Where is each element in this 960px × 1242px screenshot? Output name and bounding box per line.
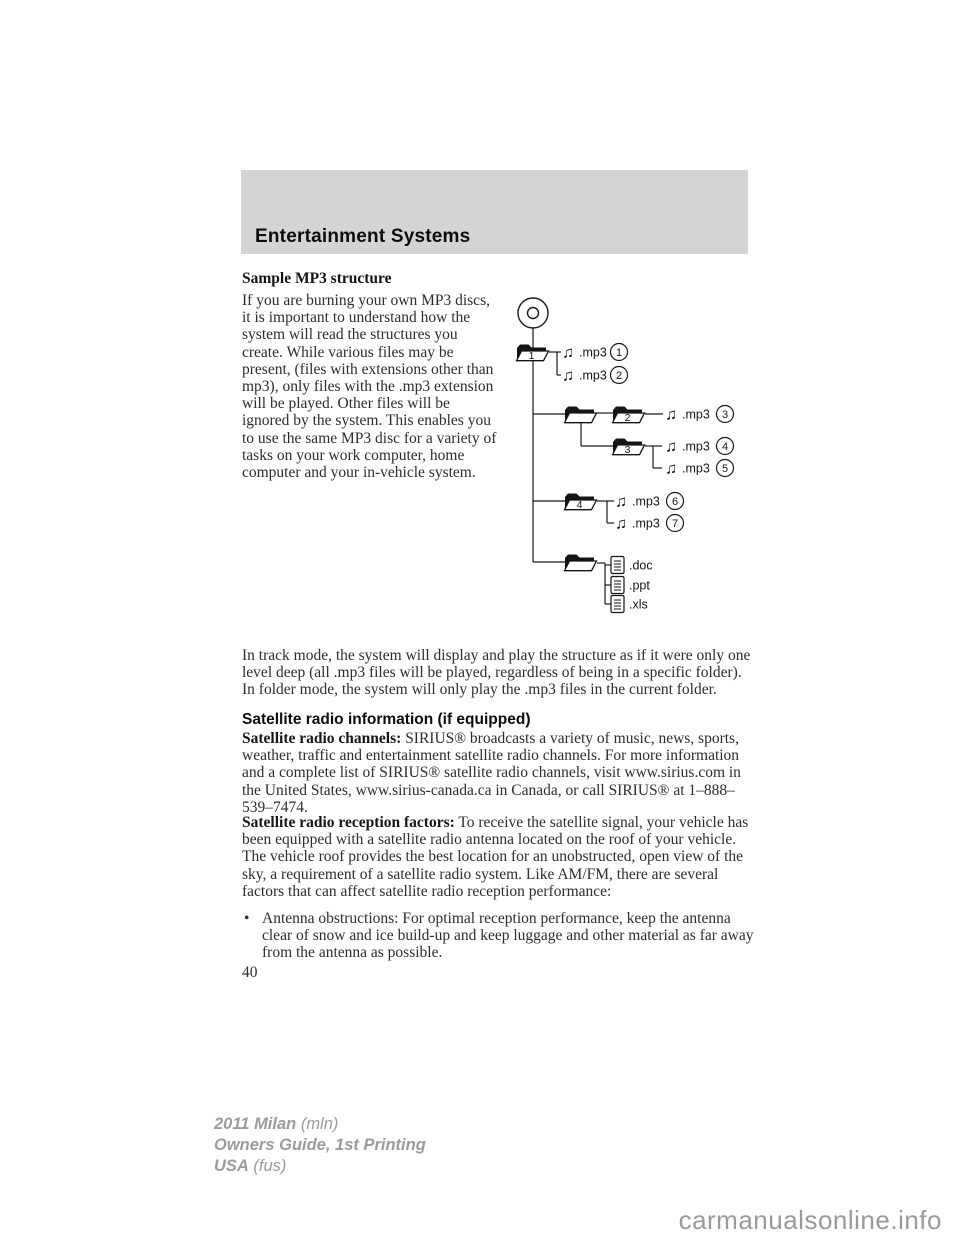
watermark: carmanualsonline.info [678,1205,942,1235]
folder-icon-2 [613,407,645,424]
folder-label: 4 [576,498,583,511]
music-note-icon: ♫ [615,515,627,533]
document-icon [611,577,624,594]
section-header-bar [241,170,748,254]
mp3-file-label: .mp3 [579,345,607,360]
mp3-file-label: .mp3 [682,407,710,422]
bullet-marker: • [244,910,250,927]
track-number-badge: 3 [721,408,729,421]
track-number-badge: 7 [671,517,679,530]
mp3-file-row-5 [665,460,734,478]
page-number: 40 [242,964,258,981]
track-number-badge: 4 [721,440,729,453]
track-mode-paragraph: In track mode, the system will display and play the structure as if it were only one level deep (all .mp3 files will be played, regardless of being in a specific folder). In folder mode, the system will only play the .mp3 files in the current folder. [242,647,751,699]
music-note-icon: ♫ [562,367,574,385]
folder-label: 3 [624,443,631,456]
section-title: Entertainment Systems [255,226,471,248]
satellite-radio-heading: Satellite radio information (if equipped) [242,711,531,728]
ppt-file-label: .ppt [629,578,650,593]
antenna-bullet-item [244,910,754,962]
cd-disc-icon [518,298,548,328]
track-number-badge: 6 [671,495,679,508]
footer-line-model [214,1114,426,1135]
mp3-file-label: .mp3 [579,368,607,383]
channels-body-text: SIRIUS® broadcasts a variety of music, news, sports, weather, traffic and entertainment satellite radio channels. For more information and a complete list of SIRIUS® satellite radio channels, visit www.sirius.com in the United States, www.sirius-canada.ca in Canada, or call SIRIUS® at 1–888–539–7474. [242,730,741,816]
mp3-file-row-2 [562,367,628,385]
document-icon [611,557,624,574]
mp3-file-row-7 [615,515,684,533]
xls-file-row [611,596,648,613]
ppt-file-row [611,577,650,594]
print-footer [214,1114,426,1177]
document-icon [611,596,624,613]
antenna-bullet-text: Antenna obstructions: For optimal reception performance, keep the antenna clear of snow and ice build-up and keep luggage and other material as far away from the antenna as possible. [262,910,754,962]
track-number-badge: 2 [615,369,623,382]
footer-model-code: (mln) [296,1115,339,1133]
footer-line-guide [214,1135,426,1156]
channels-lead-in: Satellite radio channels: [242,730,402,747]
folder-icon-unnamed-b [565,555,597,571]
track-number-badge: 1 [615,346,623,359]
mp3-file-row-4 [665,438,734,456]
mp3-file-label: .mp3 [682,439,710,454]
mp3-file-row-6 [615,493,684,511]
music-note-icon: ♫ [665,438,677,456]
reception-factors-paragraph [242,814,756,900]
music-note-icon: ♫ [615,493,627,511]
doc-file-label: .doc [629,558,653,573]
footer-region-code: (fus) [248,1157,287,1175]
footer-model-name: 2011 Milan [214,1115,297,1133]
reception-lead-in: Satellite radio reception factors: [242,814,455,831]
mp3-file-label: .mp3 [632,516,660,531]
footer-guide-name: Owners Guide, 1st Printing [214,1136,426,1154]
folder-icon-3 [613,439,645,456]
music-note-icon: ♫ [665,406,677,424]
folder-icon-4 [565,494,597,511]
reception-body-text: To receive the satellite signal, your vehicle has been equipped with a satellite radio antenna located on the roof of your vehicle. The vehicle roof provides the best location for an unobstructed, open view of the sky, a requirement of a satellite radio system. Like AM/FM, there are several factors that can affect satellite radio reception performance: [242,814,749,900]
footer-region-name: USA [214,1157,249,1175]
sample-mp3-heading: Sample MP3 structure [242,270,392,287]
mp3-file-label: .mp3 [632,494,660,509]
xls-file-label: .xls [629,597,648,612]
footer-line-region [214,1156,426,1177]
music-note-icon: ♫ [562,344,574,362]
mp3-file-label: .mp3 [682,461,710,476]
mp3-file-row-1 [562,344,628,362]
mp3-intro-paragraph: If you are burning your own MP3 discs, it is important to understand how the system will read the structures you create. While various files may be present, (files with extensions other than mp3), only files with the .mp3 extension will be played. Other files will be ignored by the system. This enables you to use the same MP3 disc for a variety of tasks on your work computer, home computer and your in-vehicle system. [242,292,497,482]
mp3-structure-diagram [503,292,750,622]
music-note-icon: ♫ [665,460,677,478]
satellite-channels-paragraph [242,730,756,816]
folder-icon-unnamed-a [565,407,597,423]
folder-label: 1 [528,349,535,362]
mp3-file-row-3 [665,406,734,424]
track-number-badge: 5 [721,462,729,475]
folder-label: 2 [624,411,631,424]
doc-file-row [611,557,653,574]
